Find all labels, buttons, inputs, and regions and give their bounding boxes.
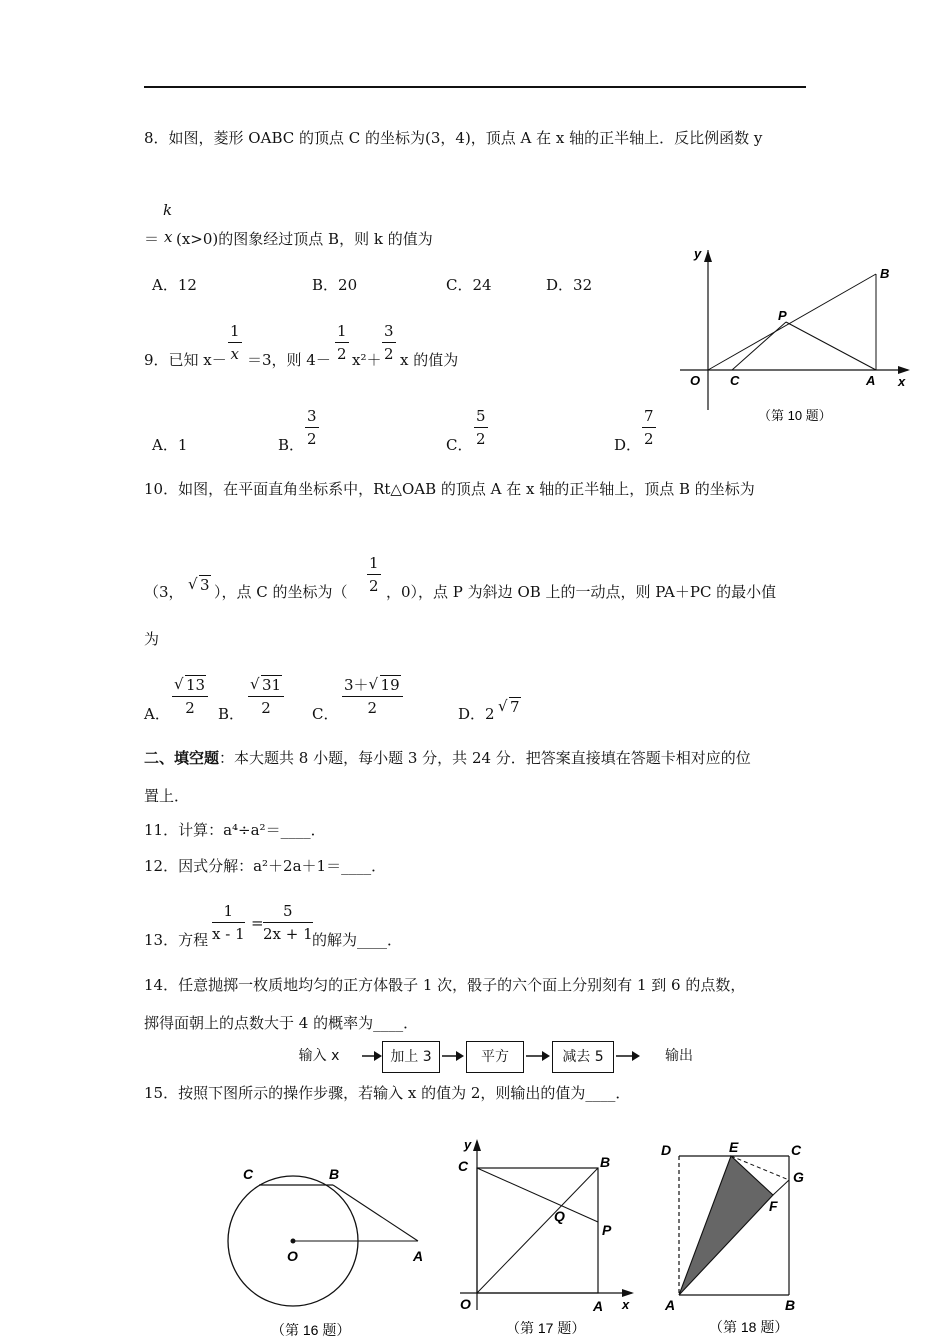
q13-frac-2-num: 5: [263, 904, 313, 923]
fig16-label-o: O: [287, 1248, 298, 1264]
q9-mid2: x²＋: [352, 351, 382, 369]
q10-sqrt3: [188, 578, 211, 593]
q9-option-b-den: 2: [307, 430, 317, 448]
fig17-label-x: x: [622, 1297, 630, 1312]
q14-line2: 掷得面朝上的点数大于 4 的概率为____．: [144, 1014, 419, 1032]
q9-frac-2: [335, 324, 349, 362]
q10-coord-close: ），点 C 的坐标为（: [214, 583, 348, 601]
fig10-label-a: A: [866, 373, 876, 388]
fig10-caption: （第 10 题）: [758, 408, 832, 423]
q9-option-a: A．1: [152, 436, 188, 454]
q9-frac-1-den: x: [230, 345, 239, 363]
fig10-label-p: P: [778, 308, 787, 323]
section2-heading: [144, 751, 751, 766]
q10-sqrt3-radicand: 3: [200, 576, 210, 594]
fig10-y-arrow: [704, 250, 712, 262]
fig16-label-b: B: [329, 1166, 340, 1182]
fig17-label-o: O: [460, 1296, 471, 1312]
q12: 12．因式分解：a²＋2a＋1＝____．: [144, 857, 387, 875]
figure-10: [670, 240, 920, 430]
q10-option-c-radicand: 19: [380, 676, 400, 694]
flow-square: 平方: [466, 1041, 524, 1073]
q10-option-a-frac: [172, 678, 208, 716]
fig18-caption: （第 18 题）: [709, 1319, 789, 1335]
fig16-caption: （第 16 题）: [271, 1322, 351, 1338]
fig17-caption: （第 17 题）: [506, 1320, 586, 1336]
fig17-label-q: Q: [554, 1208, 565, 1224]
fig17-label-p: P: [602, 1222, 612, 1238]
fig17-diagonal-ob: [477, 1168, 598, 1293]
q9-option-c-label: C．: [446, 436, 473, 454]
q13-suffix: 的解为____．: [312, 931, 403, 949]
fig18-label-b: B: [785, 1297, 796, 1313]
q10-option-d-sqrt: [498, 700, 521, 715]
q9-suffix: x 的值为: [400, 351, 459, 369]
q8-fraction: [161, 203, 174, 221]
q13-frac-2-den: 2x + 1: [263, 925, 313, 943]
fig17-label-c: C: [458, 1158, 469, 1174]
fig10-segment-pa: [786, 322, 876, 370]
fig17-x-arrow: [622, 1289, 634, 1297]
fig18-label-g: G: [793, 1169, 804, 1185]
figure-17: [440, 1135, 650, 1344]
q10-option-a-radicand: 13: [186, 676, 206, 694]
fig17-segment-cp: [477, 1168, 598, 1222]
q10-option-c-label: C．: [312, 705, 339, 723]
fig16-center-dot: [291, 1239, 296, 1244]
figure-16: [215, 1155, 440, 1340]
q9-option-d-label: D．: [614, 436, 642, 454]
section2-line2: 置上．: [144, 787, 190, 805]
q13-frac-1: [212, 904, 245, 942]
q13-prefix: 13．方程: [144, 931, 209, 949]
q10-coord-open: （3，: [144, 583, 184, 601]
q8-option-b: B．20: [312, 276, 358, 294]
flow-arrow-1: [360, 1046, 384, 1066]
q9-mid1: ＝3，则 4－: [247, 351, 331, 369]
fig10-label-y: y: [694, 246, 702, 261]
flow-arrow-4: [614, 1046, 642, 1066]
q9-option-c-den: 2: [476, 430, 486, 448]
fig18-label-f: F: [769, 1198, 778, 1214]
q8-line2: (x>0)的图象经过顶点 B，则 k 的值为: [176, 230, 433, 248]
fig16-segment-ba: [333, 1185, 418, 1241]
fig10-x-arrow: [898, 366, 910, 374]
q9-frac-2-den: 2: [337, 345, 347, 363]
fig17-label-a: A: [593, 1298, 604, 1314]
q8-frac-den: x: [164, 228, 173, 246]
q10-line3: 为: [144, 630, 160, 648]
q9-frac-1-num: 1: [228, 324, 242, 343]
q8-line1: 8．如图，菱形 OABC 的顶点 C 的坐标为(3，4)，顶点 A 在 x 轴的正半轴上．反比例函数 y: [144, 129, 763, 147]
fig17-y-arrow: [473, 1139, 481, 1151]
flow-subtract-5: 减去 5: [552, 1041, 614, 1073]
q9-frac-2-num: 1: [335, 324, 349, 343]
q9-option-b-num: 3: [305, 409, 319, 428]
q9-frac-3-num: 3: [382, 324, 396, 343]
q8-option-a: A．12: [152, 276, 197, 294]
q10-option-c-pre: 3＋: [344, 676, 369, 694]
fig17-label-y: y: [464, 1137, 472, 1152]
q10-option-d-radicand: 7: [510, 698, 520, 716]
q15: 15．按照下图所示的操作步骤，若输入 x 的值为 2，则输出的值为____．: [144, 1084, 631, 1102]
q8-option-c: C．24: [446, 276, 492, 294]
q9-frac-3: [382, 324, 396, 362]
q9-prefix: 9．已知 x－: [144, 351, 227, 369]
flow-arrow-3: [524, 1046, 552, 1066]
fig17-label-b: B: [600, 1154, 611, 1170]
q10-option-c-den: 2: [367, 699, 378, 717]
q8-option-d: D．32: [546, 276, 593, 294]
q9-option-d-den: 2: [644, 430, 654, 448]
q9-option-d-num: 7: [642, 409, 656, 428]
q9-frac-1: [228, 324, 242, 362]
fig16-label-a: A: [413, 1248, 424, 1264]
q10-option-b-den: 2: [261, 699, 271, 717]
q9-option-b-label: B．: [278, 436, 305, 454]
q13-frac-2: [263, 904, 313, 942]
fig18-label-a: A: [665, 1297, 676, 1313]
flow-arrow-2: [440, 1046, 466, 1066]
fig16-label-c: C: [243, 1166, 254, 1182]
fig18-segment-fg: [773, 1180, 789, 1195]
q13-frac-1-den: x - 1: [212, 925, 245, 943]
q9-option-b-frac: [305, 409, 319, 447]
q10-line1: 10．如图，在平面直角坐标系中，Rt△OAB 的顶点 A 在 x 轴的正半轴上，顶点 B 的坐标为: [144, 480, 755, 498]
q10-option-b-label: B．: [218, 705, 245, 723]
q9-option-d-frac: [642, 409, 656, 447]
q10-c-num: 1: [367, 556, 381, 575]
q9-frac-3-den: 2: [384, 345, 394, 363]
flow-add-3: 加上 3: [382, 1041, 440, 1073]
q10-option-b-radicand: 31: [262, 676, 282, 694]
q13-eq: =: [251, 914, 264, 932]
q10-option-d-label: D．2: [458, 705, 495, 723]
q10-option-c-frac: [342, 678, 403, 716]
fig10-label-o: O: [690, 373, 701, 388]
q8-frac-num: k: [163, 201, 173, 219]
fig10-label-x: x: [898, 374, 906, 389]
q8-eq: ＝: [144, 230, 160, 248]
section2-title: 二、填空题: [144, 749, 220, 767]
fig10-label-c: C: [730, 373, 740, 388]
q14-line1: 14．任意抛掷一枚质地均匀的正方体骰子 1 次，骰子的六个面上分别刻有 1 到 6 的点数，: [144, 976, 746, 994]
q9-option-c-num: 5: [474, 409, 488, 428]
figure-18: [655, 1137, 815, 1342]
fig18-shaded-triangle: [679, 1156, 773, 1295]
q10-option-b-frac: [248, 678, 284, 716]
q10-option-a-den: 2: [185, 699, 195, 717]
header-rule: [144, 86, 806, 88]
fig18-label-d: D: [661, 1142, 672, 1158]
section2-line1: ：本大题共 8 小题，每小题 3 分，共 24 分．把答案直接填在答题卡相对应的位: [219, 749, 751, 767]
fig10-segment-cp: [732, 322, 786, 370]
flow-output: 输出: [641, 1041, 717, 1071]
q9-option-c-frac: [474, 409, 488, 447]
q10-line2-rest: ，0），点 P 为斜边 OB 上的一动点，则 PA＋PC 的最小值: [386, 583, 777, 601]
fig10-segment-ob: [708, 274, 876, 370]
fig18-label-e: E: [729, 1139, 739, 1155]
q10-c-frac: [367, 556, 381, 594]
q10-c-den: 2: [369, 577, 379, 595]
flow-input: 输入 x: [275, 1041, 363, 1071]
q11: 11．计算：a⁴÷a²＝____．: [144, 821, 326, 839]
q13-frac-1-num: 1: [212, 904, 245, 923]
fig10-label-b: B: [880, 266, 890, 281]
fig18-label-c: C: [791, 1142, 802, 1158]
q10-option-a-label: A．: [144, 705, 170, 723]
